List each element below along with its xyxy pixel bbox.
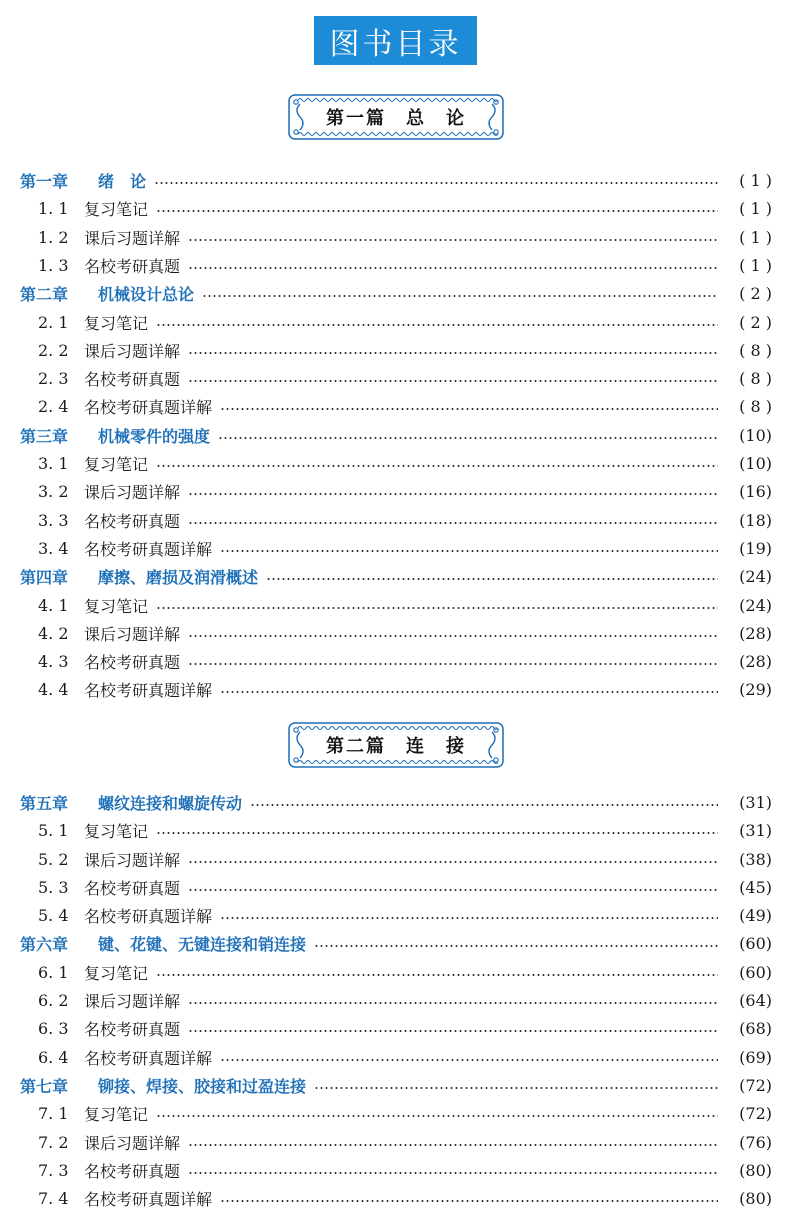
section-title: 复习笔记 xyxy=(84,454,149,474)
page-number: ( 8 ) xyxy=(739,396,772,416)
section-row[interactable] xyxy=(38,591,772,619)
section-number: 7. 2 xyxy=(38,1132,69,1152)
dot-leader xyxy=(188,1144,718,1146)
dot-leader xyxy=(188,239,718,241)
section-title: 名校考研真题 xyxy=(84,1161,181,1181)
section-number: 4. 4 xyxy=(38,679,69,699)
part-banner-label: 第一篇 总 论 xyxy=(326,108,466,129)
section-row[interactable] xyxy=(38,873,772,901)
section-title: 课后习题详解 xyxy=(84,228,181,248)
section-title: 名校考研真题详解 xyxy=(84,1189,213,1209)
dot-leader xyxy=(220,691,718,693)
page-number: (28) xyxy=(739,651,772,671)
section-number: 6. 3 xyxy=(38,1018,69,1038)
chapter-number: 第二章 xyxy=(20,284,69,304)
section-title: 名校考研真题详解 xyxy=(84,906,213,926)
section-number: 5. 2 xyxy=(38,849,69,869)
page-number: (18) xyxy=(739,510,772,530)
section-row[interactable] xyxy=(38,901,772,929)
section-row[interactable] xyxy=(38,845,772,873)
chapter-title: 机械设计总论 xyxy=(98,284,195,304)
page-number: ( 8 ) xyxy=(739,340,772,360)
page-number: (31) xyxy=(739,792,772,812)
section-row[interactable] xyxy=(38,308,772,336)
part-banner xyxy=(286,720,506,770)
dot-leader xyxy=(156,1115,718,1117)
page-number: (16) xyxy=(739,481,772,501)
section-row[interactable] xyxy=(38,1128,772,1156)
dot-leader xyxy=(188,889,718,891)
page-number: (31) xyxy=(739,820,772,840)
section-number: 1. 2 xyxy=(38,227,69,247)
dot-leader xyxy=(220,1059,718,1061)
page-number: ( 2 ) xyxy=(739,312,772,332)
section-title: 复习笔记 xyxy=(84,963,149,983)
section-row[interactable] xyxy=(38,1099,772,1127)
page-number: (10) xyxy=(739,453,772,473)
page-number: (10) xyxy=(739,425,772,445)
section-title: 课后习题详解 xyxy=(84,850,181,870)
page-number: (76) xyxy=(739,1132,772,1152)
section-title: 名校考研真题 xyxy=(84,511,181,531)
section-title: 课后习题详解 xyxy=(84,1133,181,1153)
chapter-row[interactable] xyxy=(20,279,772,307)
dot-leader xyxy=(188,1002,718,1004)
chapter-row[interactable] xyxy=(20,421,772,449)
page-number: (69) xyxy=(739,1047,772,1067)
page-number: (49) xyxy=(739,905,772,925)
section-number: 2. 4 xyxy=(38,396,69,416)
chapter-number: 第六章 xyxy=(20,934,69,954)
section-number: 5. 1 xyxy=(38,820,69,840)
chapter-number: 第三章 xyxy=(20,426,69,446)
dot-leader xyxy=(220,1200,718,1202)
section-title: 名校考研真题 xyxy=(84,369,181,389)
dot-leader xyxy=(220,550,718,552)
section-number: 2. 1 xyxy=(38,312,69,332)
page-number: ( 1 ) xyxy=(739,198,772,218)
chapter-number: 第一章 xyxy=(20,171,69,191)
dot-leader xyxy=(188,493,718,495)
section-number: 7. 4 xyxy=(38,1188,69,1208)
chapter-row[interactable] xyxy=(20,929,772,957)
page-number: ( 2 ) xyxy=(739,283,772,303)
section-number: 4. 1 xyxy=(38,595,69,615)
section-row[interactable] xyxy=(38,647,772,675)
section-title: 名校考研真题 xyxy=(84,1019,181,1039)
chapter-row[interactable] xyxy=(20,788,772,816)
section-title: 复习笔记 xyxy=(84,596,149,616)
section-row[interactable] xyxy=(38,675,772,703)
section-title: 名校考研真题 xyxy=(84,878,181,898)
chapter-row[interactable] xyxy=(20,166,772,194)
dot-leader xyxy=(266,578,718,580)
chapter-row[interactable] xyxy=(20,562,772,590)
chapter-title: 螺纹连接和螺旋传动 xyxy=(98,793,243,813)
dot-leader xyxy=(188,1030,718,1032)
dot-leader xyxy=(188,522,718,524)
section-row[interactable] xyxy=(38,1043,772,1071)
page-number: (19) xyxy=(739,538,772,558)
section-row[interactable] xyxy=(38,816,772,844)
page-number: (68) xyxy=(739,1018,772,1038)
chapter-number: 第五章 xyxy=(20,793,69,813)
section-number: 5. 4 xyxy=(38,905,69,925)
section-row[interactable] xyxy=(38,986,772,1014)
page-number: (24) xyxy=(739,566,772,586)
section-number: 3. 1 xyxy=(38,453,69,473)
chapter-number: 第七章 xyxy=(20,1076,69,1096)
page-number: (24) xyxy=(739,595,772,615)
section-number: 5. 3 xyxy=(38,877,69,897)
part-banner-label: 第二篇 连 接 xyxy=(326,736,466,757)
dot-leader xyxy=(188,380,718,382)
section-title: 名校考研真题详解 xyxy=(84,397,213,417)
part-banner xyxy=(286,92,506,142)
page-number: (28) xyxy=(739,623,772,643)
dot-leader xyxy=(220,408,718,410)
section-title: 名校考研真题 xyxy=(84,652,181,672)
section-row[interactable] xyxy=(38,1184,772,1212)
section-row[interactable] xyxy=(38,336,772,364)
section-number: 1. 1 xyxy=(38,198,69,218)
page-number: (64) xyxy=(739,990,772,1010)
page-number: (29) xyxy=(739,679,772,699)
section-number: 1. 3 xyxy=(38,255,69,275)
dot-leader xyxy=(188,352,718,354)
section-number: 3. 3 xyxy=(38,510,69,530)
page-number: (72) xyxy=(739,1075,772,1095)
section-number: 3. 4 xyxy=(38,538,69,558)
section-number: 2. 3 xyxy=(38,368,69,388)
section-number: 6. 2 xyxy=(38,990,69,1010)
section-row[interactable] xyxy=(38,534,772,562)
chapter-title: 摩擦、磨损及润滑概述 xyxy=(98,567,259,587)
section-row[interactable] xyxy=(38,449,772,477)
section-row[interactable] xyxy=(38,223,772,251)
page-number: (60) xyxy=(739,933,772,953)
chapter-row[interactable] xyxy=(20,1071,772,1099)
dot-leader xyxy=(156,832,718,834)
section-row[interactable] xyxy=(38,364,772,392)
dot-leader xyxy=(314,1087,718,1089)
section-number: 2. 2 xyxy=(38,340,69,360)
dot-leader xyxy=(314,945,718,947)
dot-leader xyxy=(188,861,718,863)
dot-leader xyxy=(250,804,718,806)
section-row[interactable] xyxy=(38,506,772,534)
page-number: (38) xyxy=(739,849,772,869)
section-number: 4. 2 xyxy=(38,623,69,643)
page-number: (80) xyxy=(739,1188,772,1208)
section-title: 名校考研真题详解 xyxy=(84,680,213,700)
dot-leader xyxy=(156,607,718,609)
dot-leader xyxy=(188,267,718,269)
page-number: ( 1 ) xyxy=(739,227,772,247)
page-number: ( 1 ) xyxy=(739,255,772,275)
section-row[interactable] xyxy=(38,251,772,279)
section-title: 复习笔记 xyxy=(84,199,149,219)
chapter-title: 机械零件的强度 xyxy=(98,426,211,446)
section-title: 复习笔记 xyxy=(84,821,149,841)
section-title: 课后习题详解 xyxy=(84,624,181,644)
section-title: 名校考研真题 xyxy=(84,256,181,276)
page-number: ( 1 ) xyxy=(739,170,772,190)
section-number: 6. 1 xyxy=(38,962,69,982)
dot-leader xyxy=(188,635,718,637)
page-number: (80) xyxy=(739,1160,772,1180)
section-row[interactable] xyxy=(38,958,772,986)
page-number: (60) xyxy=(739,962,772,982)
section-number: 3. 2 xyxy=(38,481,69,501)
chapter-title: 键、花键、无键连接和销连接 xyxy=(98,934,307,954)
chapter-number: 第四章 xyxy=(20,567,69,587)
section-row[interactable] xyxy=(38,392,772,420)
chapter-title: 铆接、焊接、胶接和过盈连接 xyxy=(98,1076,307,1096)
section-number: 6. 4 xyxy=(38,1047,69,1067)
dot-leader xyxy=(188,1172,718,1174)
dot-leader xyxy=(156,465,718,467)
section-row[interactable] xyxy=(38,619,772,647)
page-title-text: 图书目录 xyxy=(329,26,462,62)
section-title: 课后习题详解 xyxy=(84,991,181,1011)
section-row[interactable] xyxy=(38,1014,772,1042)
section-row[interactable] xyxy=(38,1156,772,1184)
page-number: (45) xyxy=(739,877,772,897)
dot-leader xyxy=(202,295,718,297)
section-number: 7. 1 xyxy=(38,1103,69,1123)
section-row[interactable] xyxy=(38,194,772,222)
section-title: 课后习题详解 xyxy=(84,482,181,502)
page-number: (72) xyxy=(739,1103,772,1123)
dot-leader xyxy=(188,663,718,665)
page-number: ( 8 ) xyxy=(739,368,772,388)
dot-leader xyxy=(156,974,718,976)
section-number: 4. 3 xyxy=(38,651,69,671)
section-row[interactable] xyxy=(38,477,772,505)
dot-leader xyxy=(156,210,718,212)
section-title: 名校考研真题详解 xyxy=(84,1048,213,1068)
section-title: 复习笔记 xyxy=(84,1104,149,1124)
dot-leader xyxy=(154,182,718,184)
section-title: 课后习题详解 xyxy=(84,341,181,361)
dot-leader xyxy=(220,917,718,919)
dot-leader xyxy=(218,437,718,439)
page-title xyxy=(314,16,477,65)
section-title: 名校考研真题详解 xyxy=(84,539,213,559)
section-number: 7. 3 xyxy=(38,1160,69,1180)
section-title: 复习笔记 xyxy=(84,313,149,333)
dot-leader xyxy=(156,324,718,326)
chapter-title: 绪 论 xyxy=(98,171,147,191)
